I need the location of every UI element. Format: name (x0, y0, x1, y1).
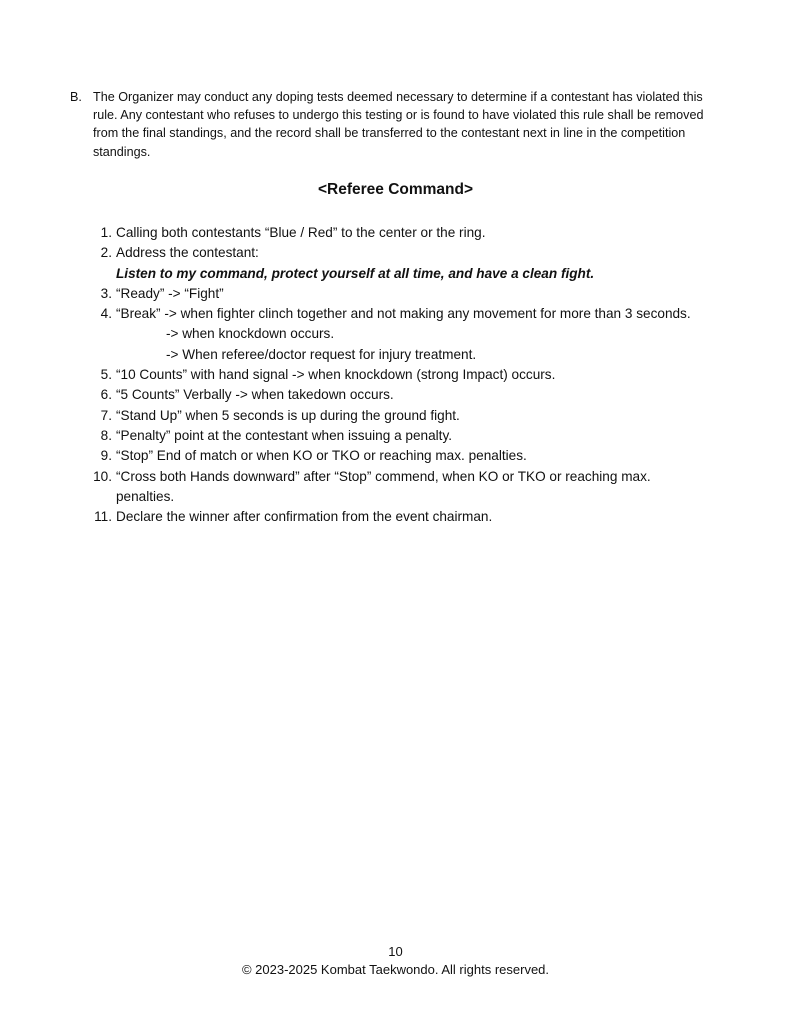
command-number: 5. (100, 367, 112, 383)
command-item-7 (88, 406, 708, 426)
copyright-notice: © 2023-2025 Kombat Taekwondo. All rights reserved. (241, 962, 550, 977)
rule-b-paragraph (70, 88, 730, 161)
command-item-10 (88, 467, 708, 508)
rule-b-marker: B. (70, 90, 82, 104)
command-number: 2. (100, 245, 112, 261)
referee-command-list (88, 223, 708, 527)
command-number: 9. (100, 448, 112, 464)
command-text: “10 Counts” with hand signal -> when knockdown (strong Impact) occurs. (116, 367, 556, 383)
command-item-2 (88, 243, 708, 284)
command-item-3 (88, 284, 708, 304)
command-item-9 (88, 446, 708, 466)
command-number: 1. (100, 225, 112, 240)
command-text: Declare the winner after confirmation from the event chairman. (116, 509, 493, 525)
command-text: Address the contestant: (116, 245, 259, 261)
command-emphasis: Listen to my command, protect yourself at all time, and have a clean fight. (116, 265, 595, 281)
section-heading: <Referee Command> (317, 181, 474, 198)
command-text: “Ready” -> “Fight” (116, 285, 224, 301)
command-number: 8. (100, 427, 112, 443)
command-text: “Penalty” point at the contestant when issuing a penalty. (116, 427, 453, 443)
command-number: 7. (100, 407, 112, 423)
command-item-5 (88, 365, 708, 385)
rule-b-text: The Organizer may conduct any doping tests deemed necessary to determine if a contestant has violated this rule. Any contestant who refuses to undergo this testing or is found to have violated this rule shall be removed from the final standings, and the record shall be transferred to the contestant next in line in the competition standings. (93, 90, 704, 159)
command-item-1 (88, 223, 708, 243)
command-number: 3. (100, 285, 112, 301)
command-text: “Stand Up” when 5 seconds is up during the ground fight. (116, 407, 460, 423)
page-footer (0, 943, 791, 979)
page-number: 10 (388, 944, 403, 959)
command-text: “5 Counts” Verbally -> when takedown occurs. (116, 387, 394, 403)
command-number: 11. (94, 509, 112, 525)
command-sub-item: -> when knockdown occurs. (166, 326, 335, 342)
command-number: 6. (100, 387, 112, 403)
command-number: 10. (93, 468, 112, 484)
command-number: 4. (100, 306, 112, 322)
command-text: “Cross both Hands downward” after “Stop” commend, when KO or TKO or reaching max. penalties. (116, 468, 651, 504)
command-text: “Stop” End of match or when KO or TKO or reaching max. penalties. (116, 448, 527, 464)
command-sub-item: -> When referee/doctor request for injury treatment. (166, 346, 477, 362)
command-item-11 (88, 507, 708, 527)
command-item-4 (88, 304, 708, 365)
command-item-8 (88, 426, 708, 446)
command-text: Calling both contestants “Blue / Red” to the center or the ring. (116, 225, 486, 240)
command-text: “Break” -> when fighter clinch together and not making any movement for more than 3 seconds. (116, 306, 691, 322)
command-item-6 (88, 385, 708, 405)
